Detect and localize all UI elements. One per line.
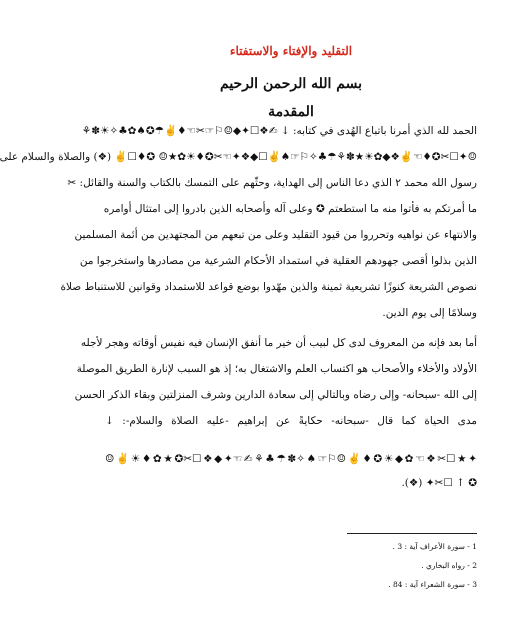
footnote: 3 - سورة الشعراء آية : 84 . [388,580,477,589]
footnote-divider [347,533,477,534]
body-line: نصوص الشريعة كنوزًا تشريعية ثمينة والذين مهّدوا بوضع قواعد للاستمداد وقوانين للاستنباط صلاة [60,281,477,293]
body-line: مدى الحياة كما قال -سبحانه- حكايةً عن إبراهيم -عليه الصلاة والسلام-: ↓ [105,415,477,427]
footnote: 1 - سورة الأعراف آية : 3 . [392,542,477,551]
footnote: 2 - رواه البخاري . [421,561,477,570]
body-line: إلى الله -سبحانه- وإلى رضاه وبالتالي إلى سعادة الدارين وشرف المنزلتين وبقاء الذكر الحسن [74,389,477,401]
body-line: ما أمرتكم به فأتوا منه ما استطعتم ✪ وعلى آله وأصحابه الذين بادروا إلى امتثال أوامره [103,203,477,215]
body-line: رسول الله محمد ٢ الذي دعا الناس إلى الهداية، وحثّهم على التمسك بالكتاب والسنة والقائل: ✂ [67,177,477,189]
basmala: بسم الله الرحمن الرحيم [220,76,362,92]
body-line: أما بعد فإنه من المعروف لدى كل لبيب أن خير ما أنفق الإنسان فيه نفيس أوقاته وهجر لأجله [80,337,477,349]
body-line: الأولاد والأخلاء والأصحاب هو اكتساب العلم والاشتغال به؛ إذ هو السبب لإنارة الطريق الموصلة [76,363,477,375]
body-line: الحمد لله الذي أمرنا باتباع الهُدى في كتابه: ↓ ✍︎❖☐✦◆☺⚐☞✂☜♦✌☂✪♠✿♣✧☀✽⚘ [81,125,477,137]
body-line: الذين بذلوا أقصى جهودهم العقلية في استمداد الأحكام الشرعية من مصادرها واستخرجوا من [79,255,477,267]
body-line: ✦★☐✂❖☜✿◆☀✪♦✌☺⚐☞♠✧✽☂♣⚘✍︎☜✦◆❖☐✂✪★✿♦☀✌☺ [105,453,477,465]
body-line: ✪ ↑ ☐✂✦ (❖). [401,477,477,489]
body-line: والانتهاء عن نواهيه وتحرروا من قيود التقليد وعلى من تبعهم من المجتهدين من أئمة المسلمين [74,229,477,241]
body-line: ☺✦☐✂✪♦☜✌❖◆✿☀★✽⚘☂♣✧⚐☞♠✌☐◆❖✦☜✂✪♦☀✿★☺ ✪♦☐✌ (❖) والصلاة والسلام على [0,151,477,163]
running-header: التقليد والإفتاء والاستفتاء [229,44,353,58]
section-heading: المقدمة [268,104,314,120]
body-line: وسلامًا إلى يوم الدين. [382,307,477,319]
